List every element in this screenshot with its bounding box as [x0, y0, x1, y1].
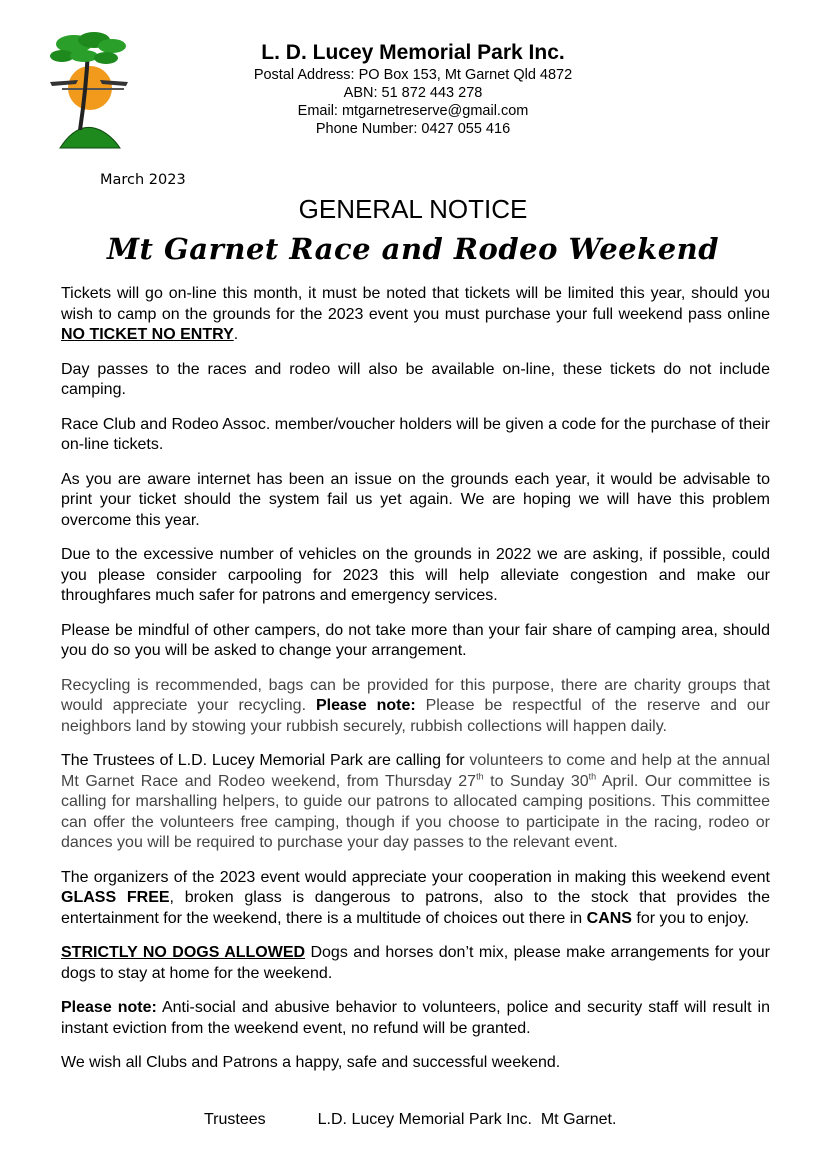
paragraph-internet: As you are aware internet has been an issue on the grounds each year, it would be advisable to print your ticket should the system fail us yet again. We are hoping we will have this problem overcome this year. [61, 470, 770, 529]
postal-address: Postal Address: PO Box 153, Mt Garnet Qld 4872 [253, 67, 573, 83]
park-logo-icon [48, 30, 130, 152]
phone: Phone Number: 0427 055 416 [315, 121, 511, 137]
paragraph-member-codes: Race Club and Rodeo Assoc. member/voucher holders will be given a code for the purchase of their on-line tickets. [61, 415, 770, 453]
paragraph-glass-free: The organizers of the 2023 event would appreciate your cooperation in making this weekend event GLASS FREE, broken glass is dangerous to patrons, also to the stock that provides the entertainment for the weekend, there is a multitude of choices out there in CANS for you to enjoy. [61, 868, 771, 927]
org-name: L. D. Lucey Memorial Park Inc. [261, 41, 565, 64]
notice-date: March 2023 [100, 172, 186, 188]
paragraph-anti-social: Please note: Anti-social and abusive behavior to volunteers, police and security staff will result in instant eviction from the weekend event, no refund will be granted. [61, 999, 771, 1037]
paragraph-campers: Please be mindful of other campers, do not take more than your fair share of camping area, should you do so you will be asked to change your arrangement. [61, 621, 770, 659]
no-ticket-no-entry: NO TICKET NO ENTRY [61, 326, 234, 343]
page-title: GENERAL NOTICE [298, 194, 528, 224]
paragraph-closing: We wish all Clubs and Patrons a happy, safe and successful weekend. [61, 1054, 561, 1071]
paragraph-recycling: Recycling is recommended, bags can be provided for this purpose, there are charity groups that would appreciate your recycling. Please note: Please be respectful of the reserve and our neighbors land by stowing your rubbish securely, rubbish collections will happen daily. [61, 676, 770, 735]
page-subtitle: Mt Garnet Race and Rodeo Weekend [106, 232, 720, 266]
abn: ABN: 51 872 443 278 [343, 85, 483, 101]
paragraph-no-dogs: STRICTLY NO DOGS ALLOWED Dogs and horses don’t mix, please make arrangements for your dogs to stay at home for the weekend. [61, 944, 770, 982]
paragraph-carpooling: Due to the excessive number of vehicles on the grounds in 2022 we are asking, if possible, could you please consider carpooling for 2023 this will help alleviate congestion and make our throughfares much safer for patrons and emergency services. [61, 546, 770, 604]
paragraph-day-passes: Day passes to the races and rodeo will also be available on-line, these tickets do not include camping. [61, 360, 770, 398]
paragraph-tickets: Tickets will go on-line this month, it must be noted that tickets will be limited this year, should you wish to camp on the grounds for the 2023 event you must purchase your full weekend pass online NO TICKET NO ENTRY. [61, 285, 770, 343]
paragraph-volunteers: The Trustees of L.D. Lucey Memorial Park are calling for volunteers to come and help at the annual Mt Garnet Race and Rodeo weekend, from Thursday 27th to Sunday 30th April. Our committee is calling for marshalling helpers, to guide our patrons to allocated camping positions. This committee can offer the volunteers free camping, though if you choose to participate in the racing, rodeo or dances you will be required to purchase your day passes to the relevant event. [61, 752, 771, 851]
notice-body [61, 284, 770, 1088]
org-header [200, 40, 626, 138]
signature-footer: Trustees L.D. Lucey Memorial Park Inc. Mt Garnet. [204, 1111, 617, 1128]
email: Email: mtgarnetreserve@gmail.com [297, 103, 529, 119]
